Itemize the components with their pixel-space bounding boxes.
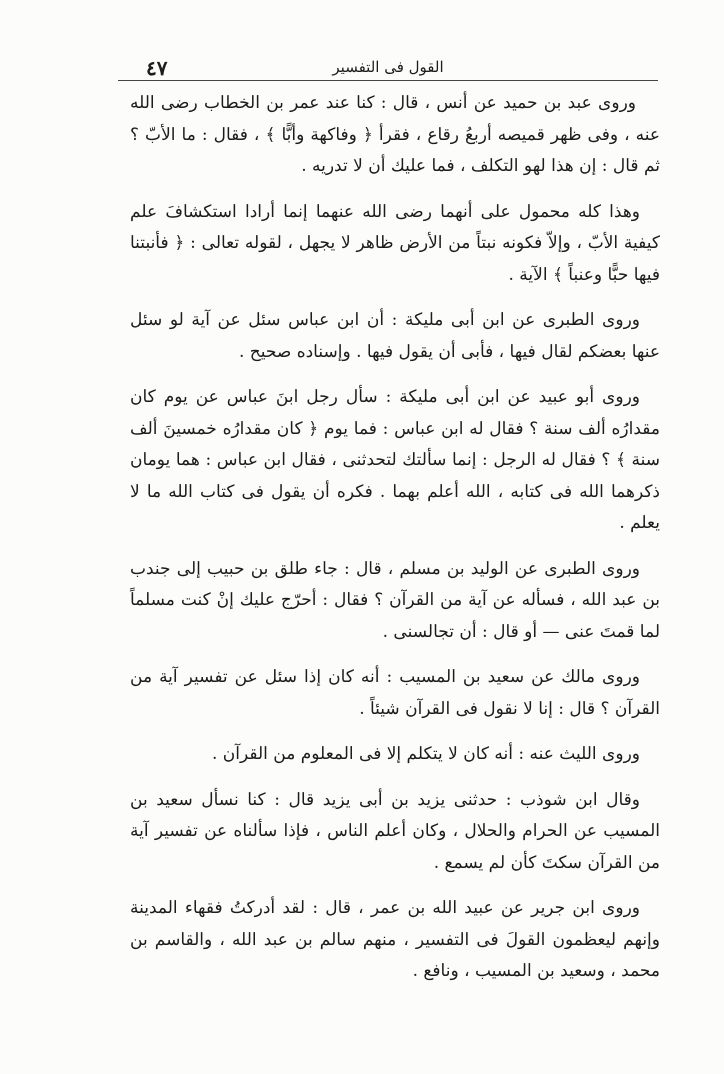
- paragraph: وهذا كله محمول على أنهما رضى الله عنهما إنما أرادا استكشافَ علم كيفية الأبّ ، وإلاّ فكونه نبتاً من الأرض ظاهر لا يجهل ، لقوله تعالى : ﴿ فأنبتنا فيها حبًّا وعنباً ﴾ الآية .: [130, 201, 660, 285]
- header-rule: [118, 80, 658, 81]
- page-header: [118, 56, 658, 82]
- paragraph: وروى ابن جرير عن عبيد الله بن عمر ، قال : لقد أدركتُ فقهاء المدينة وإنهم ليعظمون القولَ فى التفسير ، منهم سالم بن عبد الله ، والقاسم بن محمد ، وسعيد بن المسيب ، ونافع .: [130, 898, 660, 981]
- paragraph: وروى عبد بن حميد عن أنس ، قال : كنا عند عمر بن الخطاب رضى الله عنه ، وفى ظهر قميصه أربعُ رقاع ، فقرأ ﴿ وفاكهة وأبًّا ﴾ ، فقال : ما الأبّ ؟ ثم قال : إن هذا لهو التكلف ، فما عليك أن لا تدريه .: [130, 93, 660, 176]
- paragraph: وروى أبو عبيد عن ابن أبى مليكة : سأل رجل ابنَ عباس عن يوم كان مقدارُه ألف سنة ؟ فقال له ابن عباس : فما يوم ﴿ كان مقدارُه خمسينَ ألف سنة ﴾ ؟ فقال له الرجل : إنما سألتك لتحدثنى ، فقال ابن عباس : هما يومان ذكرهما الله فى كتابه ، الله أعلم بهما . فكره أن يقول فى كتاب الله ما لا يعلم .: [130, 387, 660, 533]
- page-number: ٤٧: [146, 56, 168, 80]
- paragraph: وروى مالك عن سعيد بن المسيب : أنه كان إذا سئل عن تفسير آية من القرآن ؟ قال : إنا لا نقول فى القرآن شيئاً .: [130, 667, 660, 719]
- paragraph: وروى الليث عنه : أنه كان لا يتكلم إلا فى المعلوم من القرآن .: [212, 744, 640, 764]
- paragraph: وروى الطبرى عن الوليد بن مسلم ، قال : جاء طلق بن حبيب إلى جندب بن عبد الله ، فسأله عن آية من القرآن ؟ فقال : أحرّج عليك إنْ كنت مسلماً لما قمتَ عنى — أو قال : أن تجالسنى .: [130, 558, 660, 642]
- page-body: [130, 88, 660, 1002]
- paragraph: وروى الطبرى عن ابن أبى مليكة : أن ابن عباس سئل عن آية لو سئل عنها بعضكم لقال فيها ، فأبى أن يقول فيها . وإسناده صحيح .: [130, 310, 660, 362]
- running-title: القول فى التفسير: [332, 58, 444, 76]
- paragraph: وقال ابن شوذب : حدثنى يزيد بن أبى يزيد قال : كنا نسأل سعيد بن المسيب عن الحرام والحلال ، وكان أعلم الناس ، فإذا سألناه عن تفسير آية من القرآن سكتَ كأن لم يسمع .: [130, 789, 660, 873]
